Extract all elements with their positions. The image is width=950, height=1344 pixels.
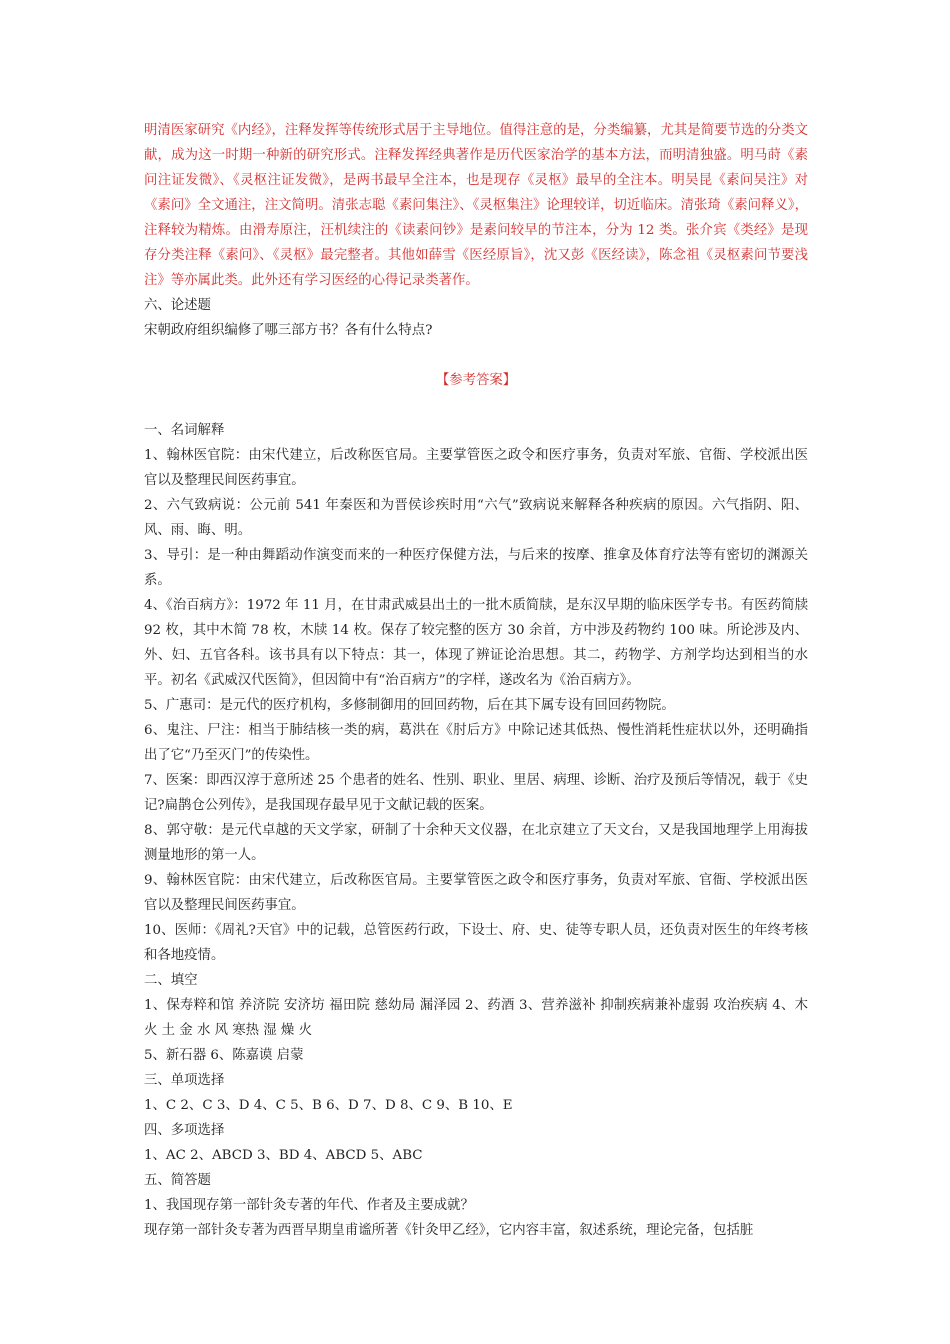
s1-item-3: 3、导引：是一种由舞蹈动作演变而来的一种医疗保健方法，与后来的按摩、推拿及体育疗法等有密切的渊源关系。 xyxy=(144,548,808,588)
section6-heading: 六、论述题 xyxy=(144,298,211,313)
s1-item-4: 4、《治百病方》：1972 年 11 月，在甘肃武威县出土的一批木质简牍，是东汉早期的临床医学专书。有医药简牍 92 枚，其中木简 78 枚，木牍 14 枚。保存了较完整的医方 30 余首，方中涉及药物约 100 味。所论涉及内、外、妇、五官各科。该书具有以下特点：其一，体现了辨证论治思想。其二，药物学、方剂学均达到相当的水平。初名《武威汉代医简》，但因简中有“治百病方”的字样，遂改名为《治百病方》。 xyxy=(144,598,808,688)
section6-question: 宋朝政府组织编修了哪三部方书？各有什么特点? xyxy=(144,323,433,338)
document-body xyxy=(144,118,808,1243)
s2-heading: 二、填空 xyxy=(144,973,198,988)
s1-item-5: 5、广惠司：是元代的医疗机构，多修制御用的回回药物，后在其下属专设有回回药物院。 xyxy=(144,698,675,713)
s4-answers: 1、AC 2、ABCD 3、BD 4、ABCD 5、ABC xyxy=(144,1148,423,1163)
s3-heading: 三、单项选择 xyxy=(144,1073,225,1088)
s1-item-8: 8、郭守敬：是元代卓越的天文学家，研制了十余种天文仪器，在北京建立了天文台，又是我国地理学上用海拔测量地形的第一人。 xyxy=(144,823,808,863)
s5-answer: 现存第一部针灸专著为西晋早期皇甫谧所著《针灸甲乙经》，它内容丰富，叙述系统，理论完备，包括脏 xyxy=(144,1223,754,1238)
s1-item-6: 6、鬼注、尸注：相当于肺结核一类的病，葛洪在《肘后方》中除记述其低热、慢性消耗性症状以外，还明确指出了它“乃至灭门”的传染性。 xyxy=(144,723,808,763)
answer-title: 【参考答案】 xyxy=(435,373,517,388)
s3-answers: 1、C 2、C 3、D 4、C 5、B 6、D 7、D 8、C 9、B 10、E xyxy=(144,1098,513,1113)
s1-heading: 一、名词解释 xyxy=(144,423,225,438)
s1-item-9: 9、翰林医官院：由宋代建立，后改称医官局。主要掌管医之政令和医疗事务，负责对军旅、官衙、学校派出医官以及整理民间医药事宜。 xyxy=(144,873,808,913)
s5-question: 1、我国现存第一部针灸专著的年代、作者及主要成就？ xyxy=(144,1198,474,1213)
s2-line-2: 5、新石器 6、陈嘉谟 启蒙 xyxy=(144,1048,304,1063)
s2-line-1: 1、保寿粹和馆 养济院 安济坊 福田院 慈幼局 漏泽园 2、药酒 3、营养滋补 抑制疾病兼补虚弱 攻治疾病 4、木 火 土 金 水 风 寒热 湿 燥 火 xyxy=(144,998,808,1038)
s1-item-2: 2、六气致病说：公元前 541 年秦医和为晋侯诊疾时用“六气”致病说来解释各种疾病的原因。六气指阴、阳、风、雨、晦、明。 xyxy=(144,498,808,538)
red-paragraph: 明清医家研究《内经》，注释发挥等传统形式居于主导地位。值得注意的是，分类编纂，尤其是简要节选的分类文献，成为这一时期一种新的研究形式。注释发挥经典著作是历代医家治学的基本方法，而明清独盛。明马莳《素问注证发微》、《灵枢注证发微》，是两书最早全注本，也是现存《灵枢》最早的全注本。明吴昆《素问吴注》对《素问》全文通注，注文简明。清张志聪《素问集注》、《灵枢集注》论理较详，切近临床。清张琦《素问释义》，注释较为精炼。由滑寿原注，汪机续注的《读素问钞》是素问较早的节注本，分为 12 类。张介宾《类经》是现存分类注释《素问》、《灵枢》最完整者。其他如薛雪《医经原旨》，沈又彭《医经读》，陈念祖《灵枢素问节要浅注》等亦属此类。此外还有学习医经的心得记录类著作。 xyxy=(144,123,808,288)
s1-item-7: 7、医案：即西汉淳于意所述 25 个患者的姓名、性别、职业、里居、病理、诊断、治疗及预后等情况，载于《史记?扁鹊仓公列传》，是我国现存最早见于文献记载的医案。 xyxy=(144,773,808,813)
s5-heading: 五、简答题 xyxy=(144,1173,211,1188)
s4-heading: 四、多项选择 xyxy=(144,1123,225,1138)
s1-item-10: 10、医师：《周礼?天官》中的记载，总管医药行政，下设士、府、史、徒等专职人员，还负责对医生的年终考核和各地疫情。 xyxy=(144,923,808,963)
s1-item-1: 1、翰林医官院：由宋代建立，后改称医官局。主要掌管医之政令和医疗事务，负责对军旅、官衙、学校派出医官以及整理民间医药事宜。 xyxy=(144,448,808,488)
